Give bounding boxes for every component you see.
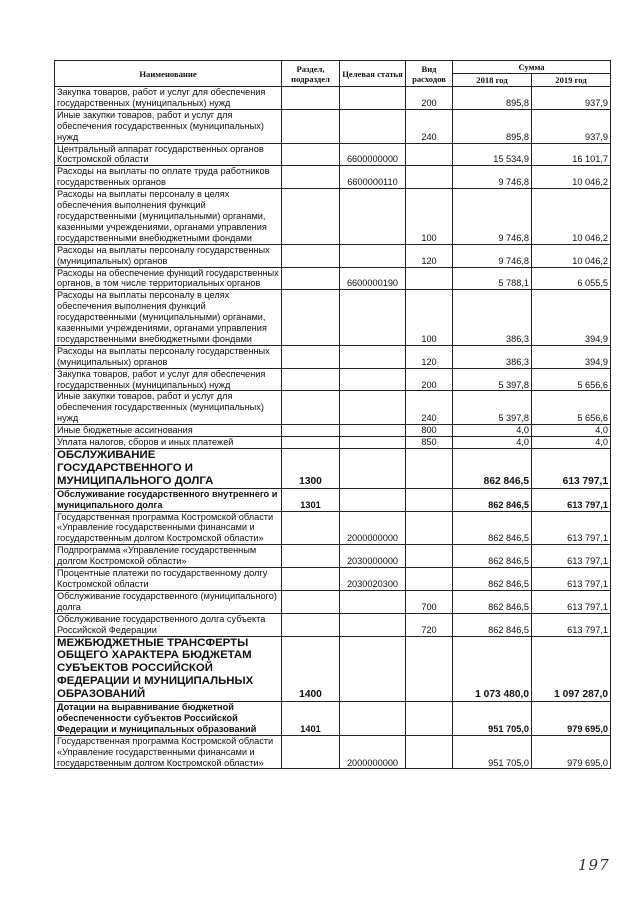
row-sum-2018: 386,3 — [453, 345, 532, 368]
row-sum-2019: 613 797,1 — [532, 613, 611, 636]
table-row — [55, 702, 611, 736]
table-body — [55, 87, 611, 769]
table-row — [55, 189, 611, 245]
row-sum-2019: 1 097 287,0 — [532, 636, 611, 702]
row-sum-2019: 394,9 — [532, 290, 611, 346]
row-sum-2019: 613 797,1 — [532, 488, 611, 511]
table-row — [55, 449, 611, 489]
row-name: Расходы на выплаты персоналу в целях обеспечения выполнения функций государственными (муниципальными) органами, казенными учреждениями, органами управления государственными внебюджетными фондами — [55, 189, 282, 245]
row-sum-2019: 937,9 — [532, 109, 611, 143]
row-target: 6600000110 — [340, 166, 406, 189]
row-target — [340, 425, 406, 437]
row-type: 240 — [406, 109, 453, 143]
row-section — [282, 568, 340, 591]
row-target — [340, 368, 406, 391]
row-section: 1300 — [282, 449, 340, 489]
row-section — [282, 345, 340, 368]
row-section — [282, 735, 340, 769]
row-sum-2018: 9 746,8 — [453, 189, 532, 245]
row-name: МЕЖБЮДЖЕТНЫЕ ТРАНСФЕРТЫ ОБЩЕГО ХАРАКТЕРА БЮДЖЕТАМ СУБЪЕКТОВ РОССИЙСКОЙ ФЕДЕРАЦИИ И МУНИЦИПАЛЬНЫХ ОБРАЗОВАНИЙ — [55, 636, 282, 702]
row-type — [406, 545, 453, 568]
row-target: 6600000190 — [340, 267, 406, 290]
row-sum-2019: 4,0 — [532, 437, 611, 449]
row-type: 240 — [406, 391, 453, 425]
row-name: Государственная программа Костромской области «Управление государственными финансами и государственным долгом Костромской области» — [55, 511, 282, 545]
row-sum-2018: 951 705,0 — [453, 702, 532, 736]
row-target: 2000000000 — [340, 735, 406, 769]
row-sum-2019: 5 656,6 — [532, 368, 611, 391]
row-type — [406, 488, 453, 511]
row-target — [340, 87, 406, 110]
table-row — [55, 636, 611, 702]
row-target — [340, 109, 406, 143]
row-section — [282, 290, 340, 346]
row-type: 800 — [406, 425, 453, 437]
row-section — [282, 437, 340, 449]
row-name: Расходы на выплаты по оплате труда работников государственных органов — [55, 166, 282, 189]
table-row — [55, 143, 611, 166]
row-type — [406, 143, 453, 166]
row-type: 100 — [406, 290, 453, 346]
table-row — [55, 244, 611, 267]
table-row — [55, 590, 611, 613]
row-target: 2000000000 — [340, 511, 406, 545]
header-name: Наименование — [55, 61, 282, 87]
table-row — [55, 511, 611, 545]
row-sum-2018: 862 846,5 — [453, 613, 532, 636]
row-sum-2018: 862 846,5 — [453, 568, 532, 591]
row-sum-2018: 895,8 — [453, 109, 532, 143]
row-section — [282, 545, 340, 568]
row-sum-2018: 895,8 — [453, 87, 532, 110]
table-row — [55, 166, 611, 189]
row-sum-2018: 862 846,5 — [453, 545, 532, 568]
table-row — [55, 87, 611, 110]
row-section: 1400 — [282, 636, 340, 702]
row-name: Обслуживание государственного внутреннего и муниципального долга — [55, 488, 282, 511]
row-sum-2019: 10 046,2 — [532, 244, 611, 267]
row-name: Расходы на выплаты персоналу государственных (муниципальных) органов — [55, 345, 282, 368]
row-type — [406, 735, 453, 769]
row-name: Расходы на обеспечение функций государственных органов, в том числе территориальных органов — [55, 267, 282, 290]
table-row — [55, 735, 611, 769]
row-sum-2018: 862 846,5 — [453, 449, 532, 489]
row-target — [340, 189, 406, 245]
row-sum-2019: 613 797,1 — [532, 511, 611, 545]
row-target — [340, 636, 406, 702]
row-type: 720 — [406, 613, 453, 636]
row-section — [282, 143, 340, 166]
row-section: 1301 — [282, 488, 340, 511]
row-type: 700 — [406, 590, 453, 613]
header-target: Целевая статья — [340, 61, 406, 87]
row-sum-2018: 15 534,9 — [453, 143, 532, 166]
row-section — [282, 613, 340, 636]
row-section — [282, 511, 340, 545]
row-name: Обслуживание государственного (муниципального) долга — [55, 590, 282, 613]
row-section — [282, 425, 340, 437]
row-sum-2018: 5 397,8 — [453, 368, 532, 391]
row-sum-2018: 9 746,8 — [453, 166, 532, 189]
table-row — [55, 267, 611, 290]
row-name: Иные закупки товаров, работ и услуг для обеспечения государственных (муниципальных) нужд — [55, 109, 282, 143]
row-name: Процентные платежи по государственному долгу Костромской области — [55, 568, 282, 591]
table-row — [55, 613, 611, 636]
row-name: Расходы на выплаты персоналу в целях обеспечения выполнения функций государственными (муниципальными) органами, казенными учреждениями, органами управления государственными внебюджетными фондами — [55, 290, 282, 346]
row-sum-2018: 1 073 480,0 — [453, 636, 532, 702]
row-name: Подпрограмма «Управление государственным долгом Костромской области» — [55, 545, 282, 568]
row-name: Дотации на выравнивание бюджетной обеспеченности субъектов Российской Федерации и муниципальных образований — [55, 702, 282, 736]
row-target — [340, 290, 406, 346]
row-sum-2018: 9 746,8 — [453, 244, 532, 267]
row-sum-2019: 5 656,6 — [532, 391, 611, 425]
row-target — [340, 488, 406, 511]
row-type: 120 — [406, 244, 453, 267]
row-type — [406, 267, 453, 290]
row-name: Иные бюджетные ассигнования — [55, 425, 282, 437]
row-target: 2030020300 — [340, 568, 406, 591]
row-target — [340, 345, 406, 368]
row-name: Уплата налогов, сборов и иных платежей — [55, 437, 282, 449]
row-name: Закупка товаров, работ и услуг для обеспечения государственных (муниципальных) нужд — [55, 368, 282, 391]
row-sum-2019: 613 797,1 — [532, 590, 611, 613]
row-section — [282, 166, 340, 189]
row-type: 200 — [406, 87, 453, 110]
table-row — [55, 488, 611, 511]
row-sum-2019: 613 797,1 — [532, 449, 611, 489]
row-section — [282, 87, 340, 110]
row-target — [340, 702, 406, 736]
row-sum-2019: 10 046,2 — [532, 166, 611, 189]
row-section — [282, 368, 340, 391]
table-row — [55, 109, 611, 143]
row-sum-2019: 394,9 — [532, 345, 611, 368]
header-type: Вид расходов — [406, 61, 453, 87]
header-year-2019: 2019 год — [532, 74, 611, 87]
header-section: Раздел, подраздел — [282, 61, 340, 87]
row-name: Расходы на выплаты персоналу государственных (муниципальных) органов — [55, 244, 282, 267]
row-sum-2018: 951 705,0 — [453, 735, 532, 769]
row-sum-2019: 16 101,7 — [532, 143, 611, 166]
row-section: 1401 — [282, 702, 340, 736]
row-section — [282, 391, 340, 425]
row-sum-2019: 6 055,5 — [532, 267, 611, 290]
row-target — [340, 391, 406, 425]
table-row — [55, 437, 611, 449]
table-row — [55, 345, 611, 368]
row-target — [340, 437, 406, 449]
page-number: 197 — [578, 856, 610, 874]
row-section — [282, 590, 340, 613]
row-sum-2018: 4,0 — [453, 437, 532, 449]
row-type — [406, 449, 453, 489]
table-row — [55, 290, 611, 346]
table-row — [55, 425, 611, 437]
row-type — [406, 568, 453, 591]
row-sum-2019: 979 695,0 — [532, 735, 611, 769]
row-sum-2019: 979 695,0 — [532, 702, 611, 736]
row-type: 100 — [406, 189, 453, 245]
row-type — [406, 511, 453, 545]
row-target: 2030000000 — [340, 545, 406, 568]
row-type: 200 — [406, 368, 453, 391]
row-sum-2018: 4,0 — [453, 425, 532, 437]
row-target — [340, 613, 406, 636]
row-section — [282, 189, 340, 245]
table-row — [55, 568, 611, 591]
row-sum-2019: 10 046,2 — [532, 189, 611, 245]
row-section — [282, 267, 340, 290]
row-target — [340, 590, 406, 613]
row-sum-2019: 613 797,1 — [532, 568, 611, 591]
row-name: Закупка товаров, работ и услуг для обеспечения государственных (муниципальных) нужд — [55, 87, 282, 110]
table-row — [55, 368, 611, 391]
row-sum-2018: 386,3 — [453, 290, 532, 346]
row-type: 850 — [406, 437, 453, 449]
row-sum-2019: 613 797,1 — [532, 545, 611, 568]
row-name: Обслуживание государственного долга субъекта Российской Федерации — [55, 613, 282, 636]
row-sum-2018: 5 397,8 — [453, 391, 532, 425]
budget-table — [54, 60, 611, 769]
row-section — [282, 109, 340, 143]
row-sum-2018: 862 846,5 — [453, 590, 532, 613]
row-type — [406, 702, 453, 736]
header-sum: Сумма — [453, 61, 611, 74]
header-year-2018: 2018 год — [453, 74, 532, 87]
row-name: ОБСЛУЖИВАНИЕ ГОСУДАРСТВЕННОГО И МУНИЦИПАЛЬНОГО ДОЛГА — [55, 449, 282, 489]
row-name: Иные закупки товаров, работ и услуг для обеспечения государственных (муниципальных) нужд — [55, 391, 282, 425]
row-target — [340, 449, 406, 489]
table-row — [55, 391, 611, 425]
row-name: Государственная программа Костромской области «Управление государственными финансами и государственным долгом Костромской области» — [55, 735, 282, 769]
row-sum-2018: 5 788,1 — [453, 267, 532, 290]
row-sum-2019: 4,0 — [532, 425, 611, 437]
row-sum-2018: 862 846,5 — [453, 488, 532, 511]
row-name: Центральный аппарат государственных органов Костромской области — [55, 143, 282, 166]
row-sum-2019: 937,9 — [532, 87, 611, 110]
table-row — [55, 545, 611, 568]
row-type — [406, 636, 453, 702]
row-target — [340, 244, 406, 267]
row-type: 120 — [406, 345, 453, 368]
row-target: 6600000000 — [340, 143, 406, 166]
row-section — [282, 244, 340, 267]
row-sum-2018: 862 846,5 — [453, 511, 532, 545]
row-type — [406, 166, 453, 189]
